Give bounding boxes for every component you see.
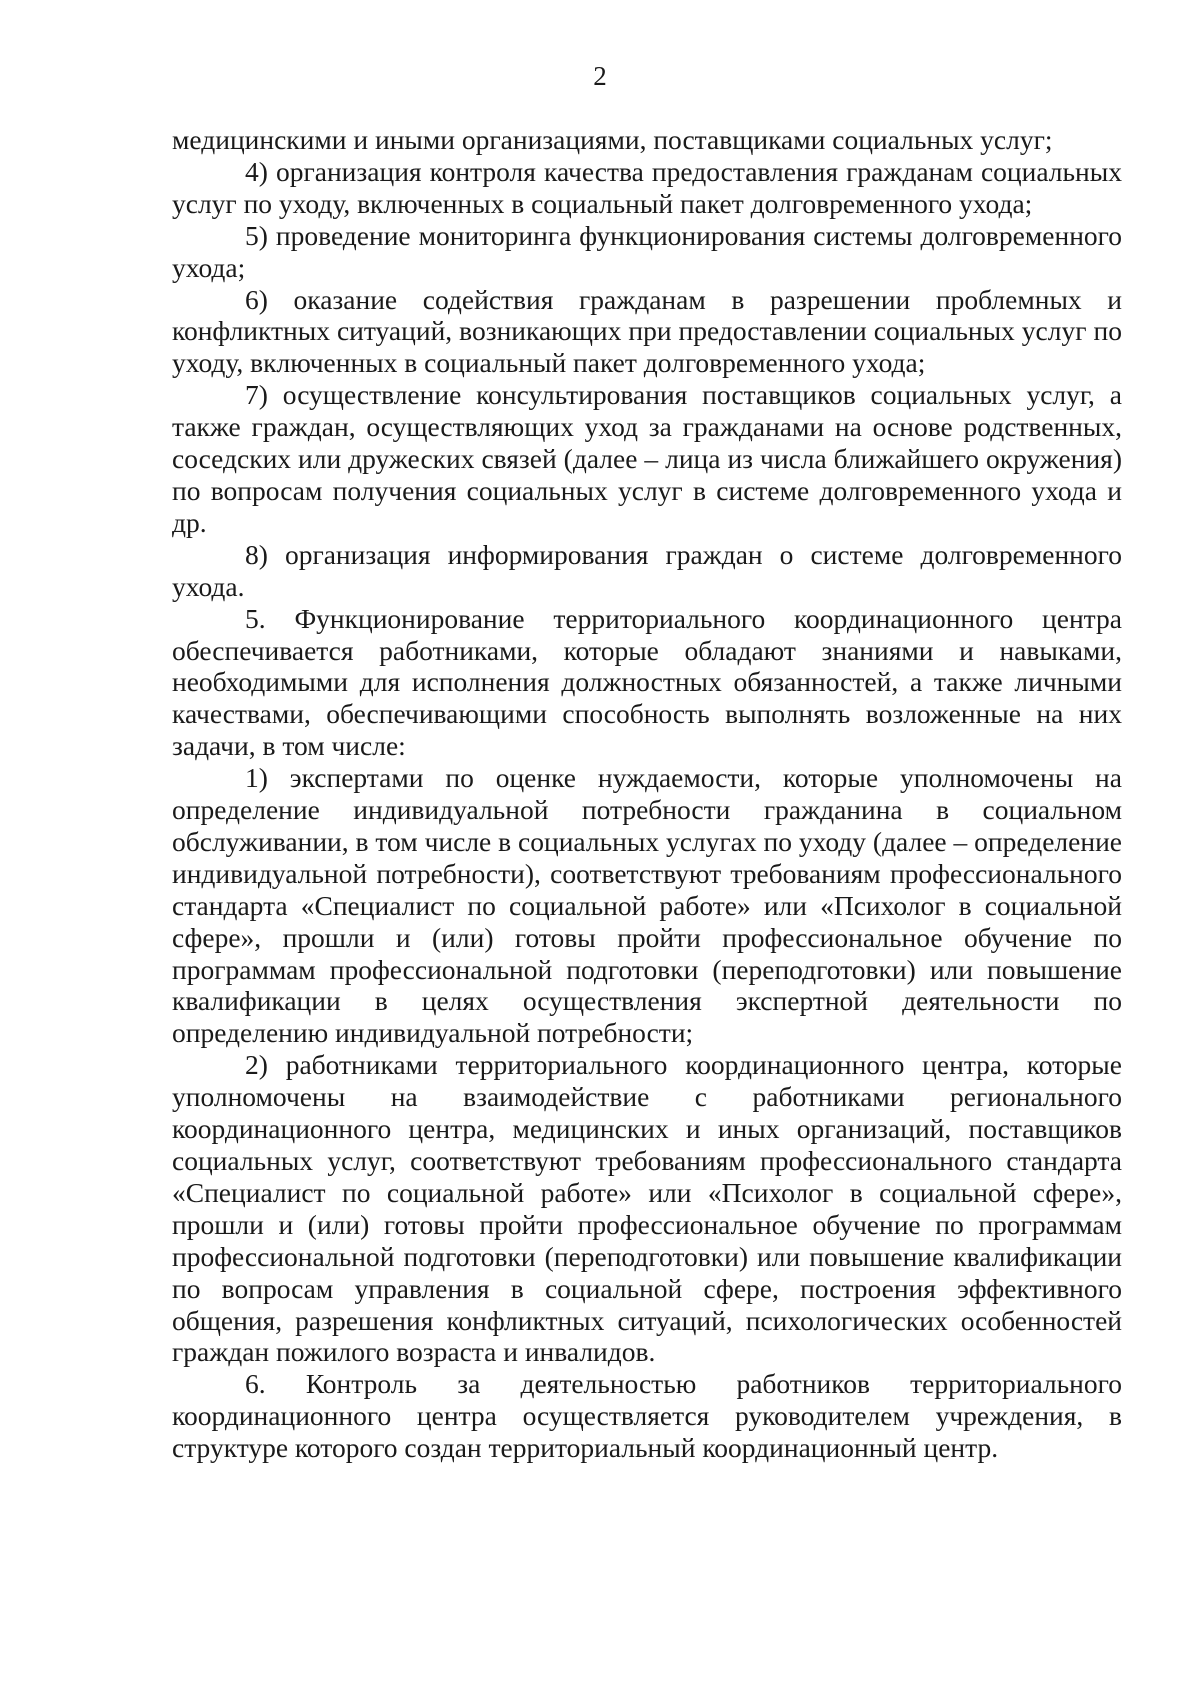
paragraph-section-6: 6. Контроль за деятельностью работников территориального координационного центра осуществляется руководителем учреждения, в структуре которого создан территориальный координационный центр.	[172, 1368, 1122, 1464]
paragraph-item-5: 5) проведение мониторинга функционирования системы долговременного ухода;	[172, 219, 1122, 283]
paragraph-item-7: 7) осуществление консультирования поставщиков социальных услуг, а также граждан, осуществляющих уход за гражданами на основе родственных, соседских или дружеских связей (далее – лица из числа ближайшего окружения) по вопросам получения социальных услуг в системе долговременного ухода и др.	[172, 379, 1122, 538]
paragraph-item-4: 4) организация контроля качества предоставления гражданам социальных услуг по уходу, включенных в социальный пакет долговременного ухода;	[172, 155, 1122, 219]
paragraph-continuation: медицинскими и иными организациями, поставщиками социальных услуг;	[172, 124, 1053, 155]
document-body	[172, 124, 1122, 1464]
paragraph-section-5: 5. Функционирование территориального координационного центра обеспечивается работниками, которые обладают знаниями и навыками, необходимыми для исполнения должностных обязанностей, а также личными качествами, обеспечивающими способность выполнять возложенные на них задачи, в том числе:	[172, 602, 1122, 762]
paragraph-section-5-item-2: 2) работниками территориального координационного центра, которые уполномочены на взаимодействие с работниками регионального координационного центра, медицинских и иных организаций, поставщиков социальных услуг, соответствуют требованиям профессионального стандарта «Специалист по социальной работе» или «Психолог в социальной сфере», прошли и (или) готовы пройти профессиональное обучение по программам профессиональной подготовки (переподготовки) или повышение квалификации по вопросам управления в социальной сфере, построения эффективного общения, разрешения конфликтных ситуаций, психологических особенностей граждан пожилого возраста и инвалидов.	[172, 1049, 1122, 1368]
paragraph-item-8: 8) организация информирования граждан о системе долговременного ухода.	[172, 538, 1122, 602]
paragraph-section-5-item-1: 1) экспертами по оценке нуждаемости, которые уполномочены на определение индивидуальной потребности гражданина в социальном обслуживании, в том числе в социальных услугах по уходу (далее – определение индивидуальной потребности), соответствуют требованиям профессионального стандарта «Специалист по социальной работе» или «Психолог в социальной сфере», прошли и (или) готовы пройти профессиональное обучение по программам профессиональной подготовки (переподготовки) или повышение квалификации в целях осуществления экспертной деятельности по определению индивидуальной потребности;	[172, 762, 1122, 1049]
paragraph-item-6: 6) оказание содействия гражданам в разрешении проблемных и конфликтных ситуаций, возникающих при предоставлении социальных услуг по уходу, включенных в социальный пакет долговременного ухода;	[172, 283, 1122, 379]
page-number: 2	[593, 61, 607, 91]
